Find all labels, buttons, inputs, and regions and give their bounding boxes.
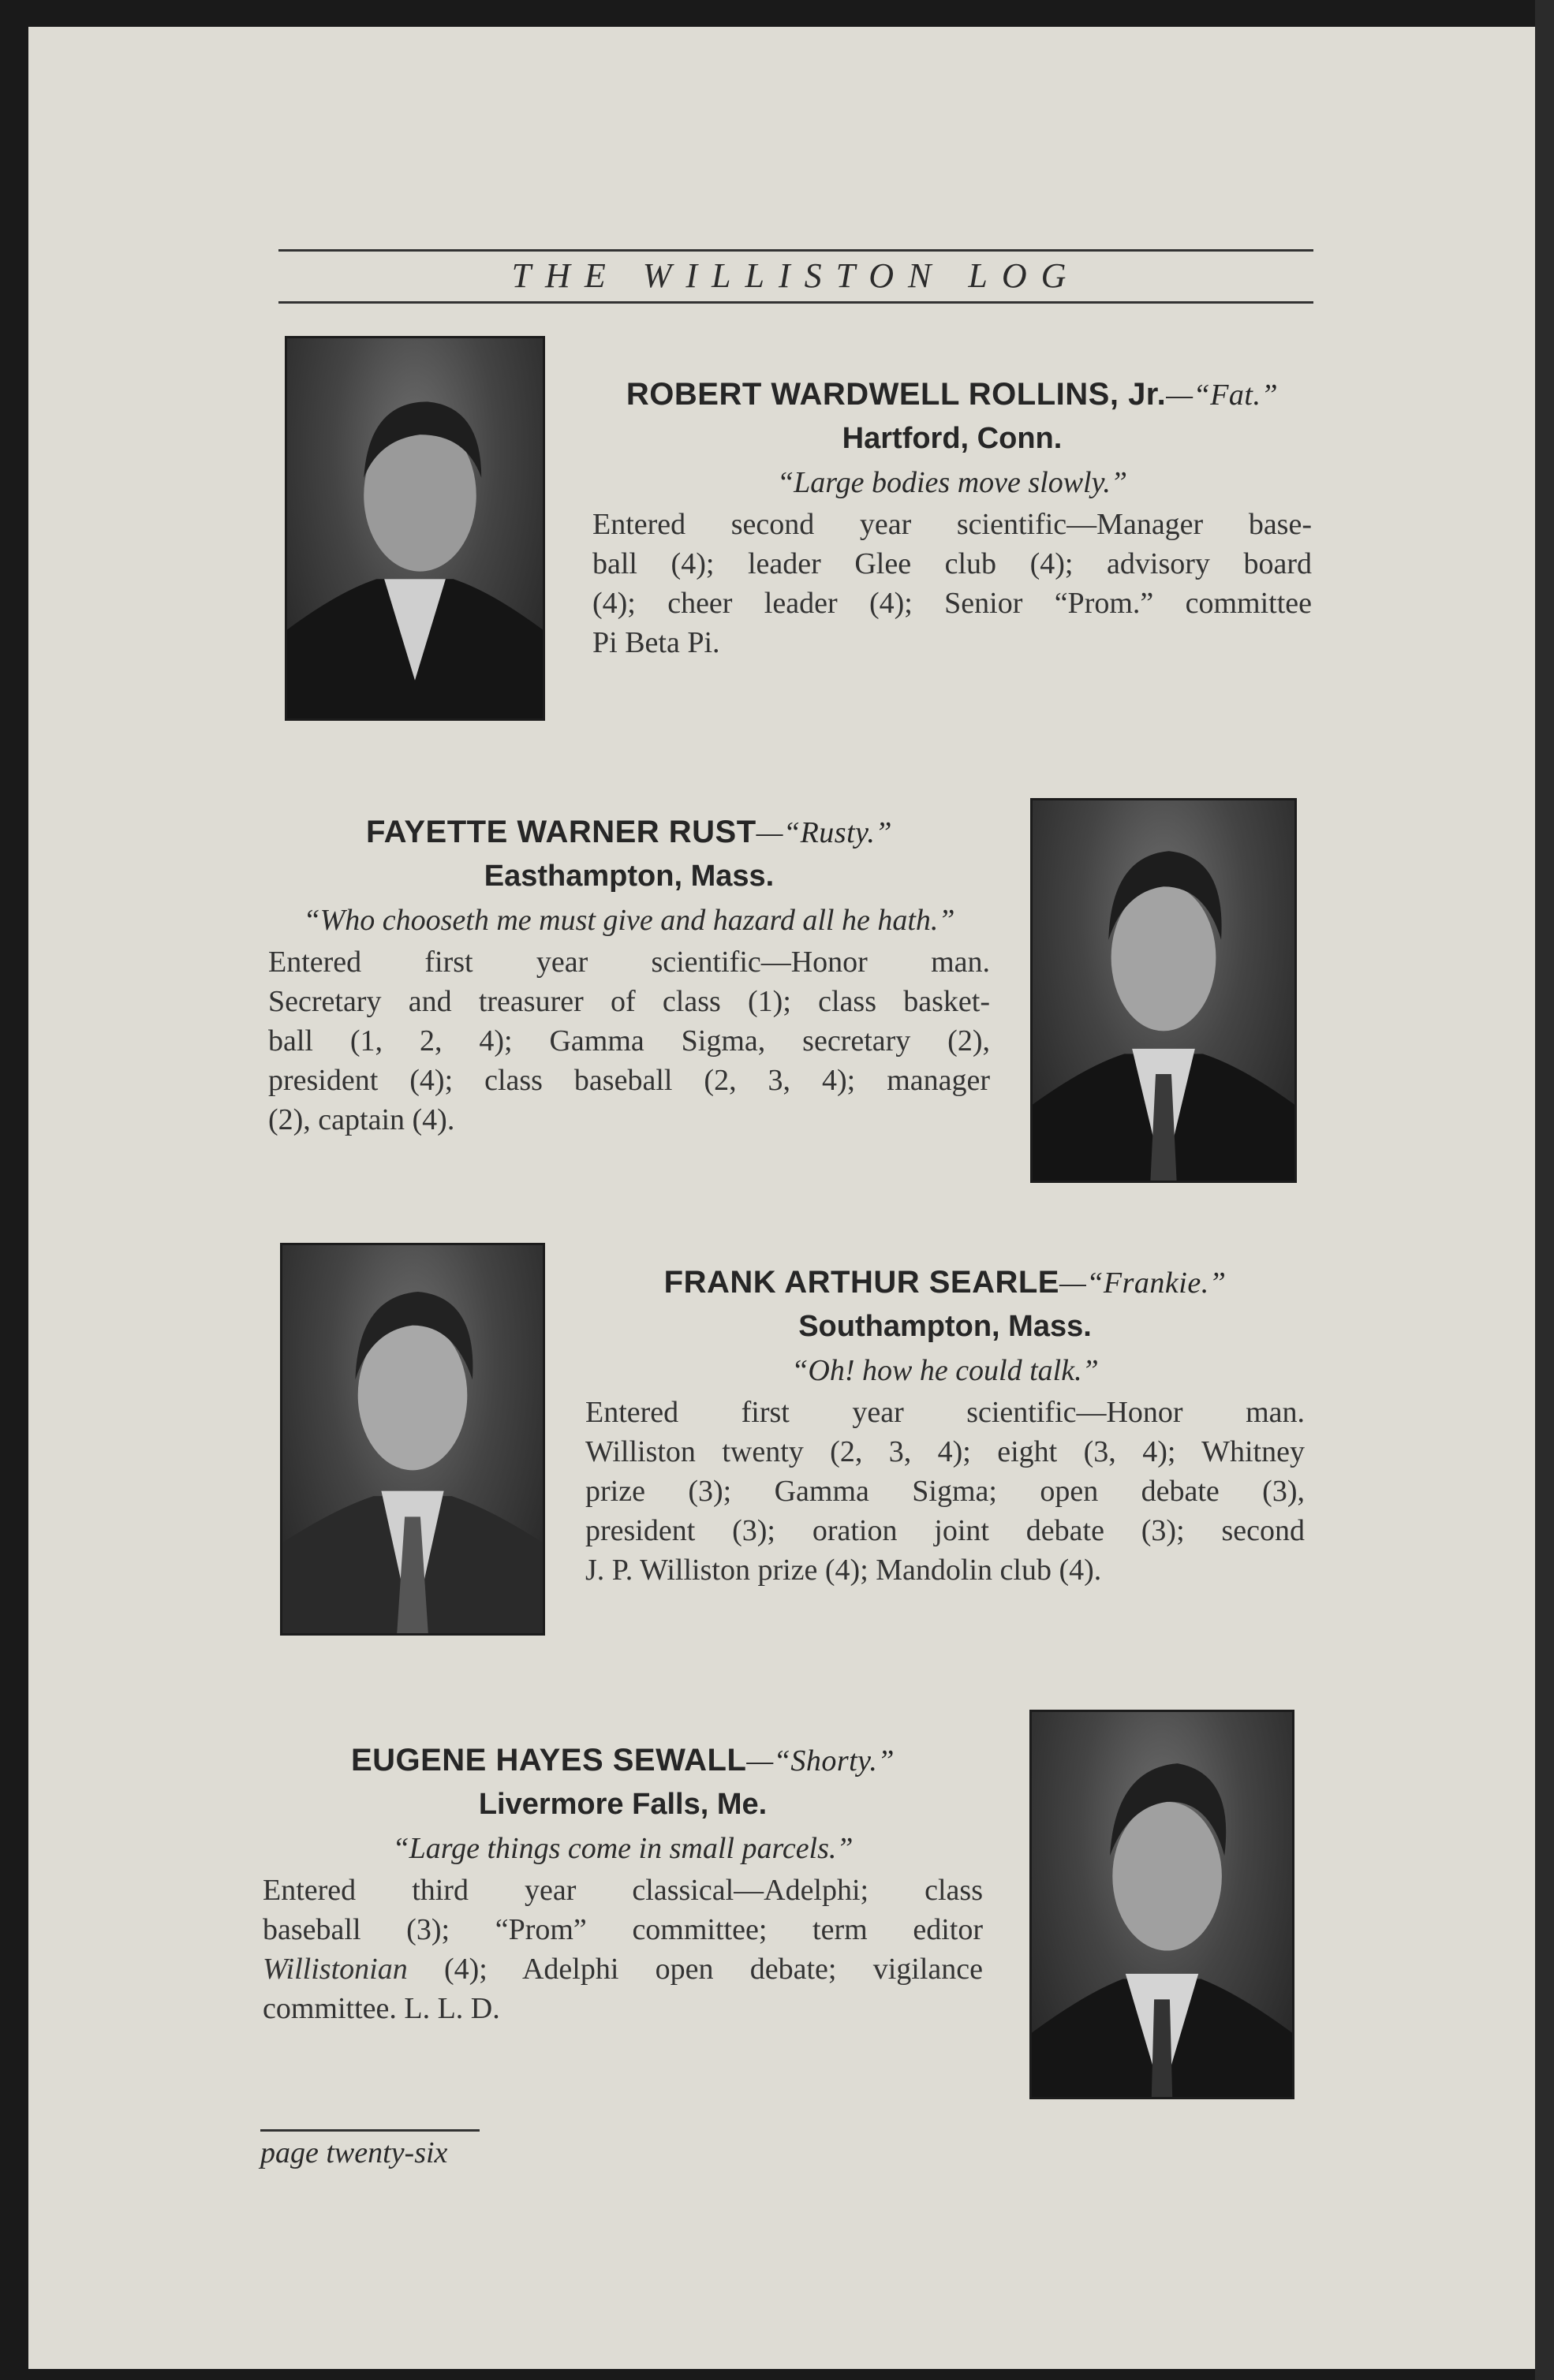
nickname: —“Shorty.” [746,1744,895,1778]
nickname: —“Fat.” [1166,379,1279,412]
motto: “Oh! how he could talk.” [791,1354,1099,1387]
footer-rule [260,2129,480,2132]
entry-searle [585,1265,1305,1590]
header-rule-top [278,249,1313,252]
student-name: FRANK ARTHUR SEARLE—“Frankie.” [663,1265,1227,1300]
running-header: THE WILLISTON LOG [511,256,1081,295]
portrait-rollins [285,336,545,721]
student-name: FAYETTE WARNER RUST—“Rusty.” [365,815,893,849]
biography: Entered first year scientific—Honor man. Williston twenty (2, 3, 4); eight (3, 4); Whitney prize (3); Gamma Sigma; open debate (3), president (3); oration joint debate (3); second J. P. Williston prize (4); Mandolin club (4). [585,1396,1305,1587]
hometown: Hartford, Conn. [842,422,1063,455]
biography: Entered first year scientific—Honor man. Secretary and treasurer of class (1); class basket- ball (1, 2, 4); Gamma Sigma, secretary (2), president (4); class baseball (2, 3, 4); manager (2), captain (4). [268,946,990,1136]
hometown: Southampton, Mass. [798,1310,1092,1343]
nickname: —“Rusty.” [756,816,893,849]
entry-rust [268,815,990,1140]
entry-rollins [592,377,1312,662]
header-rule-bottom [278,301,1313,304]
student-name: EUGENE HAYES SEWALL—“Shorty.” [350,1743,895,1778]
hometown: Livermore Falls, Me. [478,1788,768,1821]
page-number: page twenty-six [260,2136,448,2169]
nickname: —“Frankie.” [1059,1266,1227,1300]
motto: “Who chooseth me must give and hazard all he hath.” [303,904,955,937]
entry-sewall [263,1743,983,2028]
motto: “Large things come in small parcels.” [392,1832,854,1865]
biography: Entered second year scientific—Manager base- ball (4); leader Glee club (4); advisory board (4); cheer leader (4); Senior “Prom.” committee Pi Beta Pi. [592,508,1312,659]
hometown: Easthampton, Mass. [484,860,775,893]
portrait-rust [1030,798,1297,1183]
scan-edge [1535,0,1554,2380]
student-name: ROBERT WARDWELL ROLLINS, Jr.—“Fat.” [626,377,1279,412]
motto: “Large bodies move slowly.” [776,466,1128,499]
biography: Entered third year classical—Adelphi; class baseball (3); “Prom” committee; term editor Willistonian (4); Adelphi open debate; vigilance committee. L. L. D. [263,1874,983,2025]
portrait-sewall [1029,1710,1294,2099]
portrait-searle [280,1243,545,1636]
